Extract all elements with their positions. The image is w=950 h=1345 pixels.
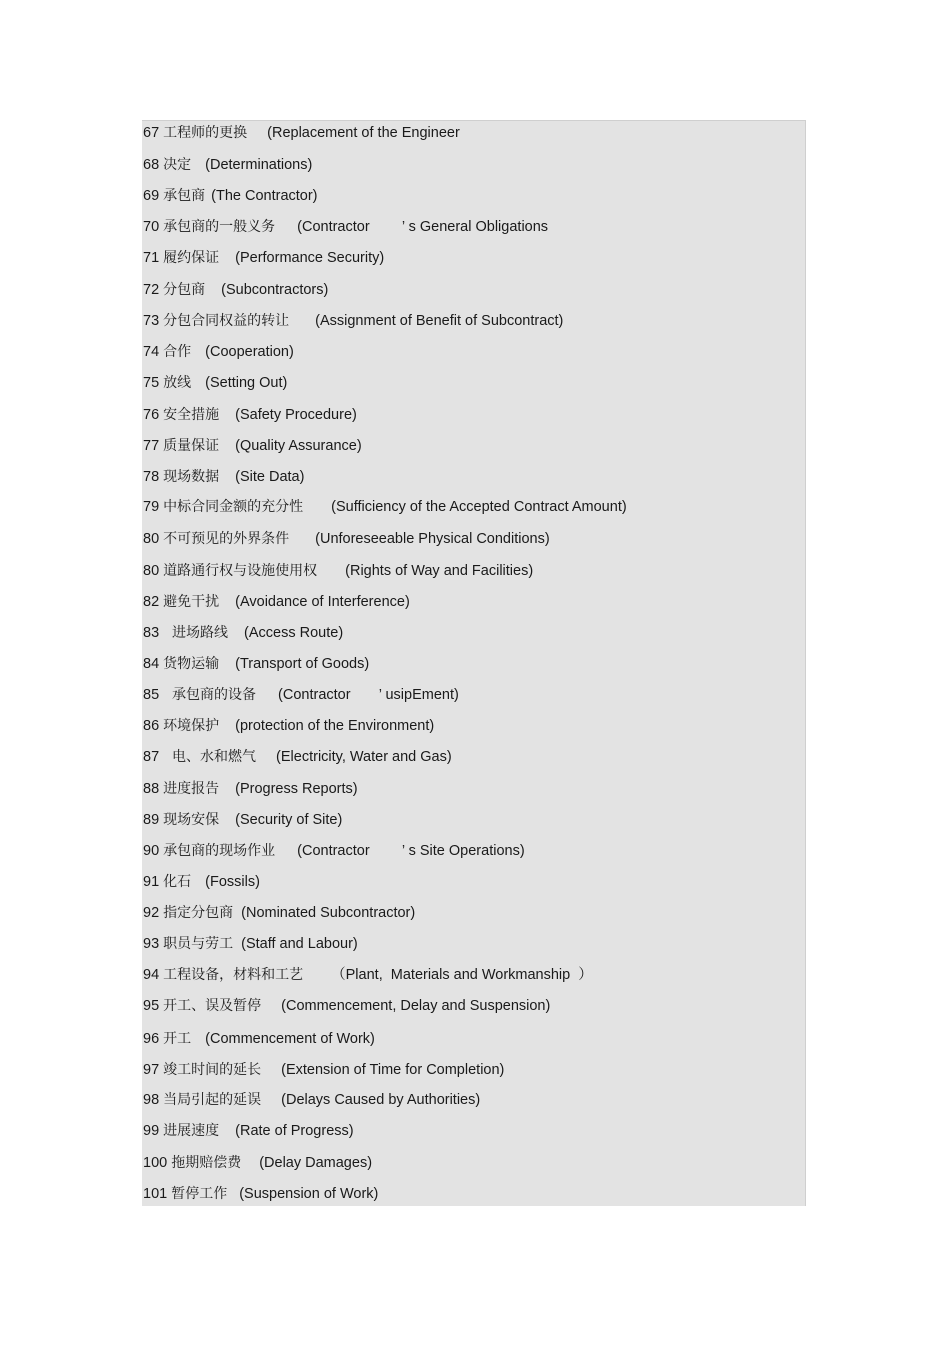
- term-chinese: 分包合同权益的转让: [163, 313, 290, 329]
- term-item: [143, 342, 294, 362]
- term-chinese: 货物运输: [163, 656, 220, 672]
- term-english: (Contractor ’ usipEment): [278, 687, 459, 703]
- term-english: (Determinations): [205, 157, 313, 173]
- term-english: (Avoidance of Interference): [235, 594, 410, 610]
- term-item: [143, 311, 563, 331]
- term-english: (Progress Reports): [235, 781, 358, 797]
- term-chinese: 职员与劳工: [163, 936, 234, 952]
- term-english: (Nominated Subcontractor): [241, 905, 416, 921]
- term-number: 80: [143, 531, 160, 547]
- term-chinese: 竣工时间的延长: [163, 1062, 262, 1078]
- term-item: [143, 872, 260, 892]
- term-item: [143, 592, 410, 612]
- term-english: (protection of the Environment): [235, 718, 435, 734]
- term-item: [143, 1153, 372, 1173]
- term-item: [143, 623, 343, 643]
- term-item: [143, 373, 287, 393]
- term-item: [143, 810, 342, 830]
- term-number: 101: [143, 1186, 168, 1202]
- term-english: (Setting Out): [205, 375, 288, 391]
- term-number: 69: [143, 188, 160, 204]
- term-english: (Security of Site): [235, 812, 343, 828]
- term-english: (Access Route): [244, 625, 344, 641]
- term-english: (Safety Procedure): [235, 407, 357, 423]
- term-number: 92: [143, 905, 160, 921]
- term-chinese: 避免干扰: [163, 594, 220, 610]
- term-chinese: 道路通行权与设施使用权: [163, 563, 318, 579]
- term-item: [143, 467, 304, 487]
- term-english: (Site Data): [235, 469, 305, 485]
- term-chinese: 化石: [163, 874, 192, 890]
- term-number: 72: [143, 282, 160, 298]
- term-number: 89: [143, 812, 160, 828]
- term-number: 97: [143, 1062, 160, 1078]
- term-english: (Suspension of Work): [239, 1186, 379, 1202]
- term-item: [143, 841, 525, 861]
- term-number: 88: [143, 781, 160, 797]
- term-item: [143, 965, 593, 985]
- term-english: (Quality Assurance): [235, 438, 362, 454]
- term-english: (Commencement of Work): [205, 1031, 375, 1047]
- term-english: （Plant, Materials and Workmanship ）: [331, 967, 593, 983]
- term-english: (Performance Security): [235, 250, 385, 266]
- term-number: 83: [143, 625, 160, 641]
- term-english: (The Contractor): [211, 188, 318, 204]
- term-item: [143, 1060, 504, 1080]
- term-english: (Unforeseeable Physical Conditions): [315, 531, 550, 547]
- term-chinese: 分包商: [163, 282, 206, 298]
- term-item: [143, 217, 548, 237]
- term-english: (Contractor ’ s Site Operations): [297, 843, 525, 859]
- term-number: 76: [143, 407, 160, 423]
- term-item: [143, 123, 460, 143]
- term-chinese: 决定: [163, 157, 192, 173]
- term-item: [143, 747, 452, 767]
- term-chinese: 现场安保: [163, 812, 220, 828]
- term-chinese: 履约保证: [163, 250, 220, 266]
- term-chinese: 进场路线: [163, 625, 229, 641]
- term-number: 71: [143, 250, 160, 266]
- term-item: [143, 716, 434, 736]
- term-number: 91: [143, 874, 160, 890]
- term-number: 96: [143, 1031, 160, 1047]
- term-chinese: 质量保证: [163, 438, 220, 454]
- term-chinese: 指定分包商: [163, 905, 234, 921]
- term-english: (Transport of Goods): [235, 656, 370, 672]
- term-number: 75: [143, 375, 160, 391]
- term-item: [143, 280, 328, 300]
- term-number: 100: [143, 1155, 168, 1171]
- term-number: 78: [143, 469, 160, 485]
- term-item: [143, 1184, 378, 1204]
- term-item: [143, 405, 357, 425]
- term-item: [143, 934, 358, 954]
- term-item: [143, 248, 384, 268]
- term-english: (Assignment of Benefit of Subcontract): [315, 313, 564, 329]
- term-number: 73: [143, 313, 160, 329]
- term-number: 93: [143, 936, 160, 952]
- term-english: (Rate of Progress): [235, 1123, 354, 1139]
- term-chinese: 承包商的现场作业: [163, 843, 276, 859]
- term-english: (Electricity, Water and Gas): [276, 749, 452, 765]
- term-item: [143, 1121, 354, 1141]
- term-chinese: 承包商的设备: [163, 687, 257, 703]
- term-english: (Contractor ’ s General Obligations: [297, 219, 549, 235]
- term-english: (Extension of Time for Completion): [281, 1062, 505, 1078]
- term-item: [143, 561, 533, 581]
- term-number: 74: [143, 344, 160, 360]
- term-chinese: 安全措施: [163, 407, 220, 423]
- term-chinese: 不可预见的外界条件: [163, 531, 290, 547]
- term-chinese: 拖期赔偿费: [171, 1155, 242, 1171]
- term-chinese: 开工、误及暂停: [163, 998, 262, 1014]
- term-number: 99: [143, 1123, 160, 1139]
- term-chinese: 现场数据: [163, 469, 220, 485]
- term-number: 98: [143, 1092, 160, 1108]
- term-chinese: 暂停工作: [171, 1186, 228, 1202]
- term-item: [143, 779, 358, 799]
- term-english: (Rights of Way and Facilities): [345, 563, 534, 579]
- term-item: [143, 903, 415, 923]
- term-number: 87: [143, 749, 160, 765]
- term-number: 70: [143, 219, 160, 235]
- term-number: 82: [143, 594, 160, 610]
- term-chinese: 承包商: [163, 188, 206, 204]
- term-item: [143, 1029, 375, 1049]
- term-item: [143, 497, 627, 517]
- term-english: (Fossils): [205, 874, 260, 890]
- term-item: [143, 186, 318, 206]
- term-chinese: 承包商的一般义务: [163, 219, 276, 235]
- term-english: (Delay Damages): [259, 1155, 373, 1171]
- term-item: [143, 654, 369, 674]
- term-item: [143, 685, 459, 705]
- term-chinese: 中标合同金额的充分性: [163, 499, 304, 515]
- term-english: (Commencement, Delay and Suspension): [281, 998, 551, 1014]
- term-chinese: 合作: [163, 344, 192, 360]
- term-number: 85: [143, 687, 160, 703]
- term-english: (Replacement of the Engineer: [267, 125, 460, 141]
- term-item: [143, 1090, 480, 1110]
- term-chinese: 进度报告: [163, 781, 220, 797]
- term-number: 86: [143, 718, 160, 734]
- term-chinese: 电、水和燃气: [163, 749, 257, 765]
- term-chinese: 开工: [163, 1031, 192, 1047]
- term-item: [143, 529, 550, 549]
- term-number: 95: [143, 998, 160, 1014]
- term-chinese: 进展速度: [163, 1123, 220, 1139]
- term-item: [143, 996, 550, 1016]
- term-chinese: 工程师的更换: [163, 125, 248, 141]
- term-english: (Cooperation): [205, 344, 294, 360]
- term-number: 90: [143, 843, 160, 859]
- term-chinese: 工程设备，材料和工艺: [163, 967, 304, 983]
- term-number: 68: [143, 157, 160, 173]
- term-item: [143, 155, 312, 175]
- term-english: (Sufficiency of the Accepted Contract Amount): [331, 499, 627, 515]
- term-chinese: 环境保护: [163, 718, 220, 734]
- term-number: 77: [143, 438, 160, 454]
- term-number: 67: [143, 125, 160, 141]
- term-number: 94: [143, 967, 160, 983]
- term-chinese: 当局引起的延误: [163, 1092, 262, 1108]
- term-number: 84: [143, 656, 160, 672]
- term-number: 80: [143, 563, 160, 579]
- term-english: (Subcontractors): [221, 282, 329, 298]
- term-english: (Staff and Labour): [241, 936, 358, 952]
- term-chinese: 放线: [163, 375, 192, 391]
- term-english: (Delays Caused by Authorities): [281, 1092, 481, 1108]
- term-item: [143, 436, 362, 456]
- term-number: 79: [143, 499, 160, 515]
